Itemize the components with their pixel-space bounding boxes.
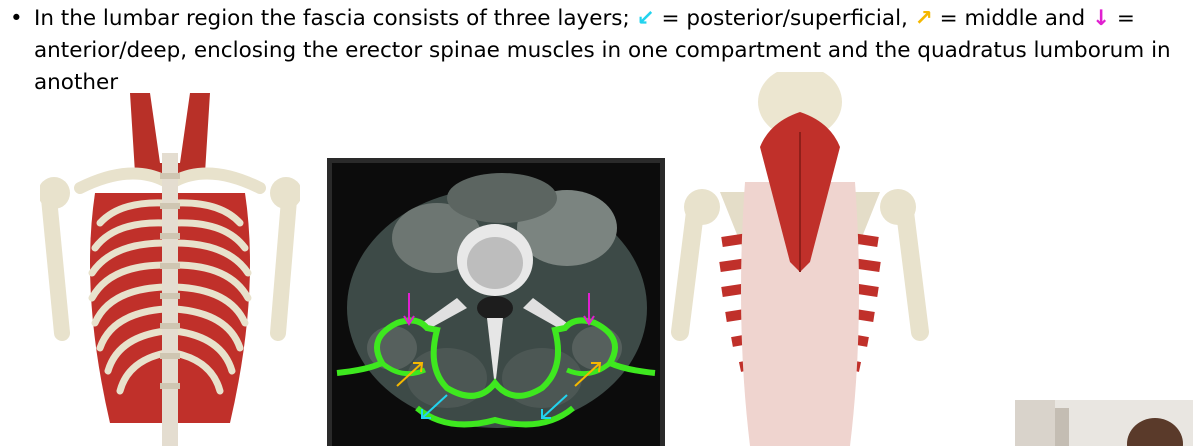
presenter-webcam-thumbnail — [1015, 400, 1193, 446]
description-continuation: anterior/deep, enclosing the erector spinae muscles in one compartment and the quadratus lumborum in another — [34, 38, 1171, 95]
middle-layer-label: = middle and — [939, 6, 1086, 31]
yellow-arrow-icon: ↗ — [914, 6, 933, 31]
torso-skeleton-figure — [40, 93, 300, 446]
posterior-layer-label: = posterior/superficial, — [661, 6, 908, 31]
slide-bullet-text — [10, 3, 1190, 99]
ct-axial-scan-image — [327, 158, 665, 446]
posterior-back-muscles-figure — [660, 72, 940, 446]
cyan-arrow-icon: ↙ — [636, 6, 655, 31]
intro-text: In the lumbar region the fascia consists of three layers; — [34, 6, 630, 31]
anterior-layer-label: = — [1116, 6, 1135, 31]
magenta-arrow-icon: ↓ — [1091, 6, 1110, 31]
bullet-point: • — [10, 6, 23, 31]
